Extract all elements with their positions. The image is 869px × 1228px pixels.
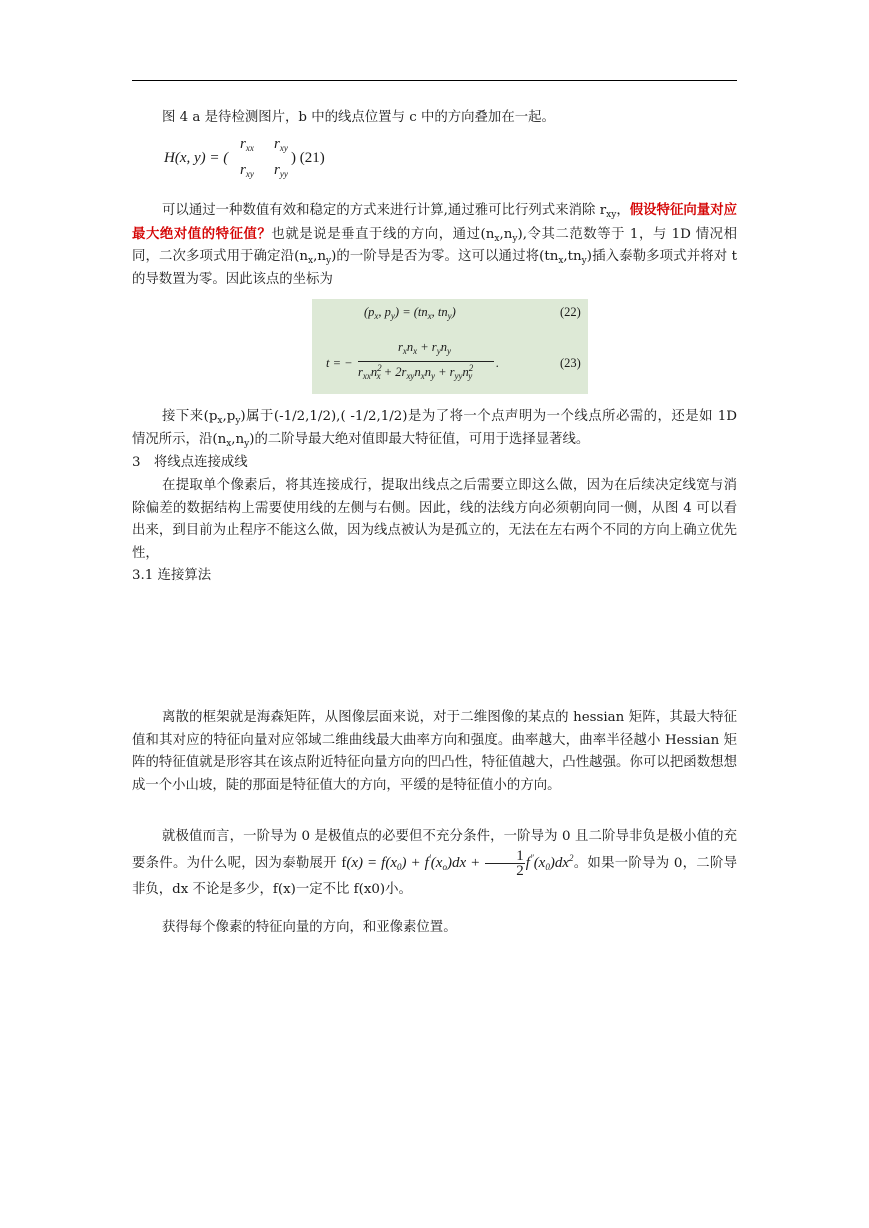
- eq21-rhs: ) (21): [291, 150, 325, 166]
- paragraph-computation: 可以通过一种数值有效和稳定的方式来进行计算,通过雅可比行列式来消除 $r_{xy}$，假设特征向量对应最大绝对值的特征值？也就是说是垂直于线的方向，通过$(n_x,n_y)$,令其二范数等于 1，与 1D 情况相同，二次多项式用于确定沿$(n_x,n_y)$的一阶导是否为零。这可以通过将$(tn_x,tn_y)$插入泰勒多项式并将对 t 的导数置为零。因此该点的坐标为: [132, 202, 738, 287]
- equation-23-denominator: $r_{xx}n^2_x + 2r_{xy}n_xn_y + r_{yy}n^2_y$: [358, 362, 474, 381]
- eq21-rxy-bottom: $r_{xy}$: [240, 162, 254, 179]
- paragraph-eigenvector: 获得每个像素的特征向量的方向，和亚像素位置。: [162, 920, 457, 935]
- highlighted-question: 假设特征向量对应最大绝对值的特征值？: [132, 202, 738, 242]
- equation-23-period: .: [496, 356, 500, 370]
- paragraph-linking: 在提取单个像素后，将其连接成行，提取出线点之后需要立即这么做，因为在后续决定线宽与消除偏差的数据结构上需要使用线的左侧与右侧。因此，线的法线方向必须朝向同一侧，从图 4 可以看出来，到目前为止程序不能这么做，因为线点被认为是孤立的，无法在左右两个不同的方向上确立优先性，: [132, 478, 737, 561]
- section-heading-3: 3 将线点连接成线: [132, 455, 248, 470]
- header-rule: [132, 80, 737, 81]
- eq21-rxy-top: $r_{xy}$: [274, 136, 288, 153]
- eq21-lhs: H(x, y) = (: [164, 150, 229, 166]
- paragraph-line-point: 接下来$(p_x,p_y)$属于(-1/2,1/2),( -1/2,1/2)是为了将一个点声明为一个线点所必需的，还是如 1D 情况所示，沿$(n_x,n_y)$的二阶导最大绝对值即最大特征值，可用于选择显著线。: [132, 409, 737, 449]
- equation-22: ($p_x$, $p_y) = (tn_x$, $tn_y$): [364, 305, 456, 321]
- paragraph-extremum: 就极值而言，一阶导为 0 是极值点的必要但不充分条件，一阶导为 0 且二阶导非负是极小值的充要条件。为什么呢，因为泰勒展开 $f(x) = f(x_0) + f'(x_o)dx$ + $\frac{1}{2}$ $f''(x_0)dx^2$。如果一阶导为 0，二阶导非负，dx 不论是多少，f(x)一定不比 f(x0)小。: [132, 829, 738, 897]
- paragraph-hessian: 离散的框架就是海森矩阵，从图像层面来说，对于二维图像的某点的 hessian 矩阵，其最大特征值和其对应的特征向量对应邻域二维曲线最大曲率方向和强度。曲率越大，曲率半径越小 Hessian 矩阵的特征值就是形容其在该点附近特征向量方向的凹凸性，特征值越大，凸性越强。你可以把函数想想成一个小山坡，陡的那面是特征值大的方向，平缓的是特征值小的方向。: [132, 710, 737, 793]
- equation-23-number: (23): [560, 356, 581, 370]
- section-heading-3-1: 3.1 连接算法: [132, 568, 212, 583]
- equation-23-lhs: t = −: [326, 356, 353, 370]
- equation-23-fraction-bar: [358, 361, 494, 362]
- taylor-formula: $f(x) = f(x_0) + f'(x_o)dx$ + $\frac{1}{2}$ $f''(x_0)dx^2$: [341, 848, 574, 879]
- eq21-ryy: $r_{yy}$: [274, 162, 288, 179]
- equation-22-number: (22): [560, 305, 581, 319]
- paragraph-figure-caption: 图 4 a 是待检测图片，b 中的线点位置与 c 中的方向叠加在一起。: [162, 110, 555, 125]
- equation-23-numerator: $r_xn_x + r_yn_y$: [398, 340, 451, 356]
- equation-box-22-23: [312, 299, 588, 394]
- eq21-rxx: $r_{xx}$: [240, 136, 254, 153]
- equation-21: [164, 134, 364, 186]
